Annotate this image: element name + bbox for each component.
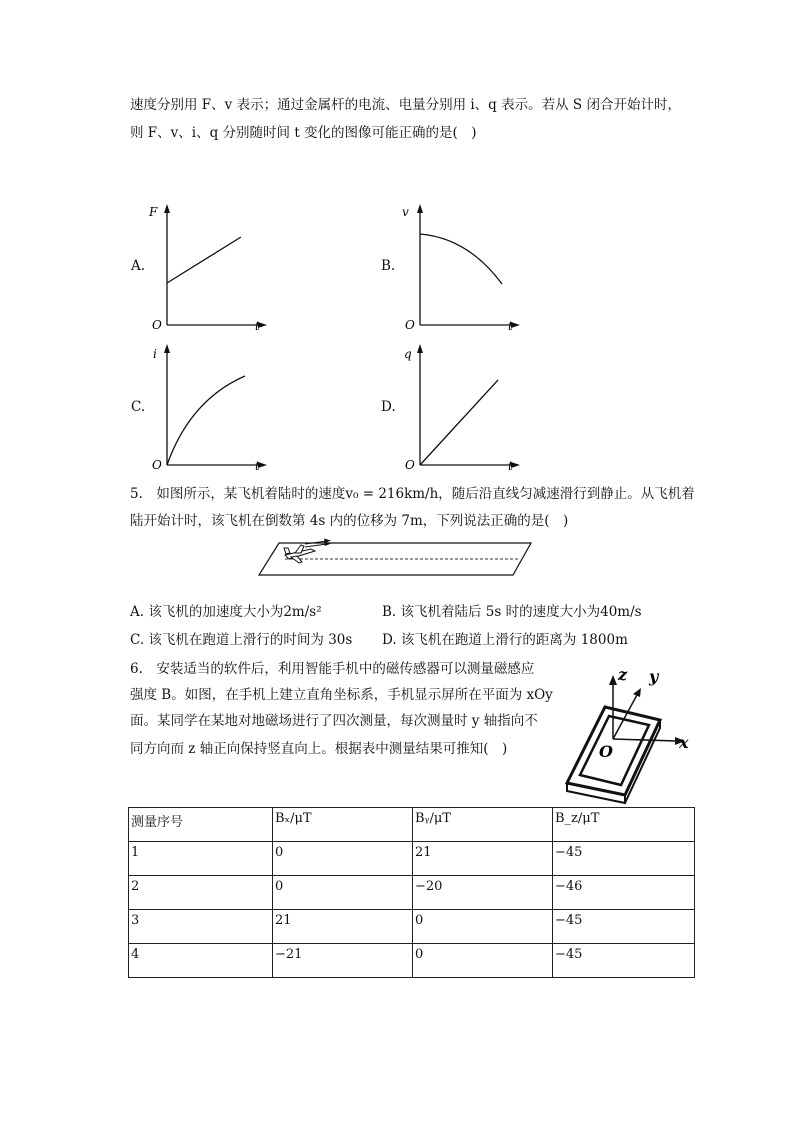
table-cell: 21 xyxy=(413,842,553,876)
fig-z-label: z xyxy=(618,665,628,684)
option-d-label: D. xyxy=(381,399,396,415)
graph-b-curve xyxy=(420,234,502,284)
table-cell: 2 xyxy=(129,876,273,910)
table-header-cell: Bₓ/μT xyxy=(273,808,413,842)
graph-a-origin: O xyxy=(152,318,162,332)
table-header-cell: B_z/μT xyxy=(553,808,695,842)
graph-b-yaxis: v xyxy=(402,205,409,219)
q6-line-3: 面。某同学在某地对地磁场进行了四次测量，每次测量时 y 轴指向不 xyxy=(130,713,538,729)
table-cell: −21 xyxy=(273,944,413,978)
q5-option-d: D. 该飞机在跑道上滑行的距离为 1800m xyxy=(382,632,628,648)
graph-b-xaxis: t xyxy=(508,319,513,333)
table-cell: −46 xyxy=(553,876,695,910)
table-header-row xyxy=(129,808,695,842)
graph-c xyxy=(145,340,275,475)
graph-d-xaxis: t xyxy=(508,459,513,473)
q6-line-2: 强度 B。如图，在手机上建立直角坐标系，手机显示屏所在平面为 xOy xyxy=(130,687,553,703)
table-header-cell: 测量序号 xyxy=(129,808,273,842)
table-cell: 4 xyxy=(129,944,273,978)
graph-c-yaxis: i xyxy=(153,347,157,361)
graph-d-yaxis: q xyxy=(404,347,412,361)
graph-b-origin: O xyxy=(405,318,415,332)
q6-line-4: 同方向而 z 轴正向保持竖直向上。根据表中测量结果可推知( ) xyxy=(130,741,508,757)
graph-c-xaxis: t xyxy=(255,459,260,473)
option-b-label: B. xyxy=(381,258,396,274)
graph-b xyxy=(398,200,528,335)
q4-line-1: 速度分别用 F、v 表示；通过金属杆的电流、电量分别用 i、q 表示。若从 S 闭合开始计时， xyxy=(130,97,681,113)
option-c-label: C. xyxy=(131,399,146,415)
table-header-cell: Bᵧ/μT xyxy=(413,808,553,842)
runway-figure xyxy=(255,535,535,580)
table-cell: 0 xyxy=(273,876,413,910)
table-cell: −20 xyxy=(413,876,553,910)
graph-d-curve xyxy=(420,380,498,465)
table-cell: 0 xyxy=(413,910,553,944)
option-a-label: A. xyxy=(131,258,146,274)
fig-y-label: y xyxy=(649,667,659,686)
table-row xyxy=(129,876,695,910)
q5-option-c: C. 该飞机在跑道上滑行的时间为 30s xyxy=(130,632,353,648)
graph-d-origin: O xyxy=(405,458,415,472)
fig-x-label: x xyxy=(679,733,689,752)
q4-line-2: 则 F、v、i、q 分别随时间 t 变化的图像可能正确的是( ) xyxy=(130,125,477,141)
table-cell: 0 xyxy=(413,944,553,978)
fig-origin-label: O xyxy=(599,742,613,761)
table-row xyxy=(129,910,695,944)
table-cell: −45 xyxy=(553,944,695,978)
table-cell: 1 xyxy=(129,842,273,876)
graph-a xyxy=(145,200,275,335)
phone-coordinate-figure xyxy=(555,655,700,805)
q6-line-1: 6. 安装适当的软件后，利用智能手机中的磁传感器可以测量磁感应 xyxy=(130,661,535,677)
q5-line-2: 陆开始计时，该飞机在倒数第 4s 内的位移为 7m，下列说法正确的是( ) xyxy=(130,513,569,529)
table-row xyxy=(129,944,695,978)
graph-d xyxy=(398,340,528,475)
graph-a-xaxis: t xyxy=(255,319,260,333)
measurement-table xyxy=(128,807,695,978)
graph-c-origin: O xyxy=(152,458,162,472)
graph-a-yaxis: F xyxy=(149,205,158,219)
table-cell: 21 xyxy=(273,910,413,944)
q5-line-1: 5. 如图所示，某飞机着陆时的速度v₀ = 216km/h，随后沿直线匀减速滑行到静止。从飞机着 xyxy=(130,486,695,502)
q5-option-b: B. 该飞机着陆后 5s 时的速度大小为40m/s xyxy=(382,604,642,620)
graph-c-curve xyxy=(167,376,245,465)
q5-option-a: A. 该飞机的加速度大小为2m/s² xyxy=(130,604,322,620)
table-row xyxy=(129,842,695,876)
table-cell: −45 xyxy=(553,910,695,944)
table-cell: −45 xyxy=(553,842,695,876)
table-cell: 3 xyxy=(129,910,273,944)
table-cell: 0 xyxy=(273,842,413,876)
graph-a-curve xyxy=(167,237,241,283)
